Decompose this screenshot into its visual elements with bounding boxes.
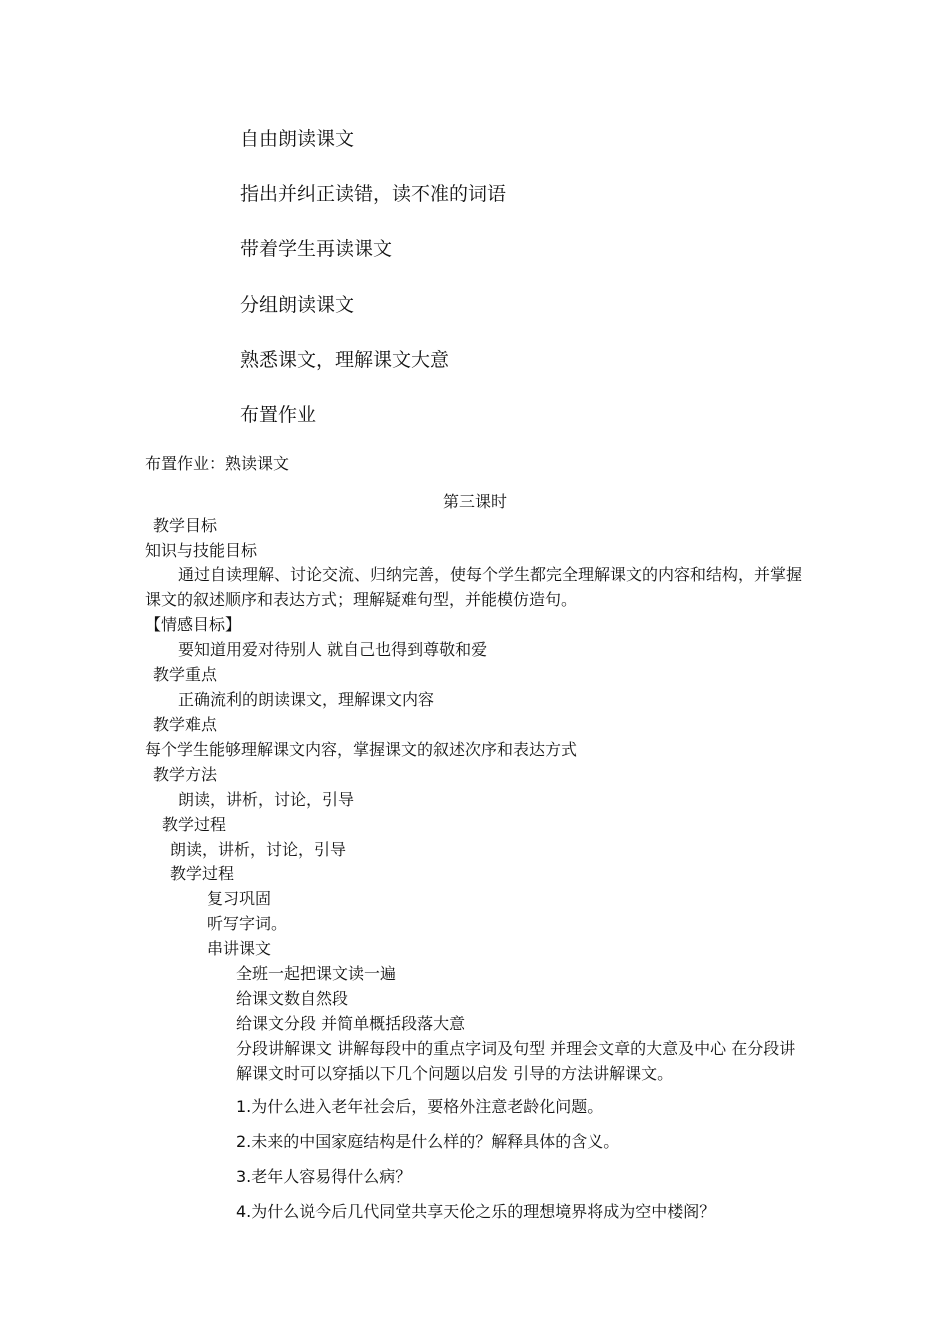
step-item: 分组朗读课文 bbox=[240, 294, 355, 316]
process-text: 朗读，讲析，讨论，引导 bbox=[170, 840, 347, 859]
knowledge-heading: 知识与技能目标 bbox=[145, 541, 258, 560]
lesson-title: 第三课时 bbox=[443, 492, 508, 511]
dictation-item: 听写字词。 bbox=[207, 914, 288, 933]
explain-step: 全班一起把课文读一遍 bbox=[236, 964, 397, 983]
step-item: 自由朗读课文 bbox=[240, 128, 355, 150]
explain-step: 给课文分段 并简单概括段落大意 bbox=[236, 1014, 466, 1033]
process-heading: 教学过程 bbox=[170, 864, 235, 883]
step-item: 布置作业 bbox=[240, 404, 317, 426]
step-item: 指出并纠正读错，读不准的词语 bbox=[240, 183, 507, 205]
objectives-heading: 教学目标 bbox=[153, 516, 218, 535]
process-heading: 教学过程 bbox=[162, 815, 227, 834]
explain-heading: 串讲课文 bbox=[207, 939, 272, 958]
emotion-heading: 【情感目标】 bbox=[145, 615, 242, 634]
question-item: 3.老年人容易得什么病？ bbox=[236, 1167, 412, 1186]
method-heading: 教学方法 bbox=[153, 765, 218, 784]
step-item: 熟悉课文，理解课文大意 bbox=[240, 349, 450, 371]
step-item: 带着学生再读课文 bbox=[240, 238, 393, 260]
knowledge-text: 通过自读理解、讨论交流、归纳完善，使每个学生都完全理解课文的内容和结构，并掌握课文的叙述顺序和表达方式；理解疑难句型，并能模仿造句。 bbox=[145, 565, 803, 609]
question-item: 4.为什么说今后几代同堂共享天伦之乐的理想境界将成为空中楼阁？ bbox=[236, 1202, 716, 1221]
explain-step: 给课文数自然段 bbox=[236, 989, 349, 1008]
review-item: 复习巩固 bbox=[207, 889, 272, 908]
difficulty-text: 每个学生能够理解课文内容，掌握课文的叙述次序和表达方式 bbox=[145, 740, 578, 759]
difficulty-heading: 教学难点 bbox=[153, 715, 218, 734]
method-text: 朗读，讲析，讨论，引导 bbox=[178, 790, 355, 809]
homework-line: 布置作业：熟读课文 bbox=[145, 454, 290, 473]
key-text: 正确流利的朗读课文，理解课文内容 bbox=[178, 690, 435, 709]
key-heading: 教学重点 bbox=[153, 665, 218, 684]
explain-detail: 分段讲解课文 讲解每段中的重点字词及句型 并理会文章的大意及中心 在分段讲解课文时可以穿插以下几个问题以启发 引导的方法讲解课文。 bbox=[236, 1039, 796, 1083]
emotion-text: 要知道用爱对待别人 就自己也得到尊敬和爱 bbox=[178, 640, 488, 659]
question-item: 1.为什么进入老年社会后，要格外注意老龄化问题。 bbox=[236, 1097, 604, 1116]
question-item: 2.未来的中国家庭结构是什么样的？解释具体的含义。 bbox=[236, 1132, 620, 1151]
